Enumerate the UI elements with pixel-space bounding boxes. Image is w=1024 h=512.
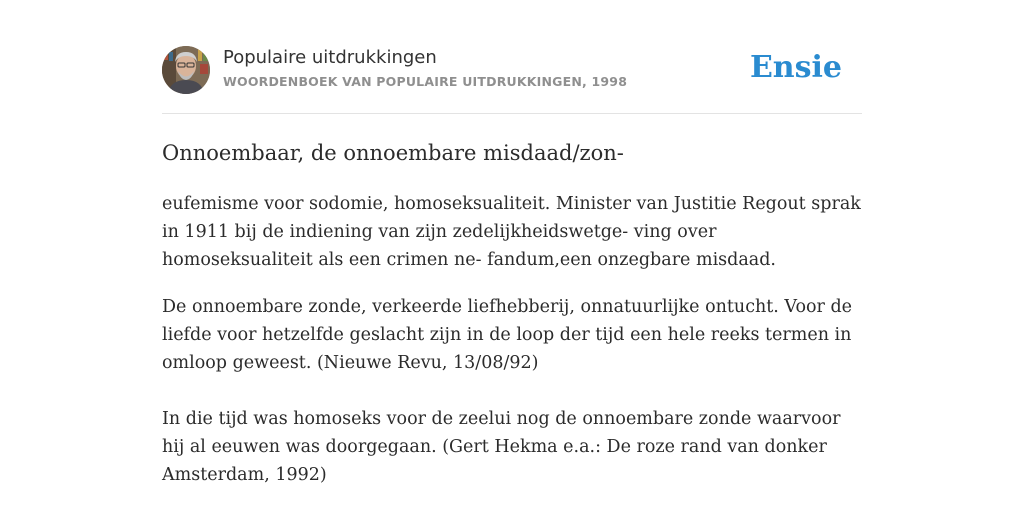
- avatar[interactable]: [162, 46, 210, 94]
- entry-body: [162, 190, 862, 508]
- brand-logo-link[interactable]: Ensie: [749, 50, 842, 85]
- author-portrait-icon: [162, 46, 210, 94]
- entry-paragraph: In die tijd was homoseks voor de zeelui nog de onnoembare zonde waarvoor hij al eeuwen was doorgegaan. (Gert Hekma e.a.: De roze rand van donker Amsterdam, 1992): [162, 409, 841, 485]
- entry-header: [162, 46, 862, 96]
- entry-paragraph: eufemisme voor sodomie, homoseksualiteit. Minister van Justitie Regout sprak in 1911 bij de indiening van zijn zedelijkheidswetge- ving over homoseksualiteit als een crimen ne- fandum,een onzegbare misdaad.: [162, 194, 861, 270]
- entry-paragraph: De onnoembare zonde, verkeerde liefhebberij, onnatuurlijke ontucht. Voor de liefde voor hetzelfde geslacht zijn in de loop der tijd een hele reeks termen in omloop geweest. (Nieuwe Revu, 13/08/92): [162, 297, 853, 373]
- source-subtitle: WOORDENBOEK VAN POPULAIRE UITDRUKKINGEN, 1998: [223, 74, 628, 89]
- header-divider: [162, 113, 862, 114]
- entry-title: Onnoembaar, de onnoembare misdaad/zon-: [162, 141, 624, 165]
- source-name[interactable]: Populaire uitdrukkingen: [223, 47, 437, 68]
